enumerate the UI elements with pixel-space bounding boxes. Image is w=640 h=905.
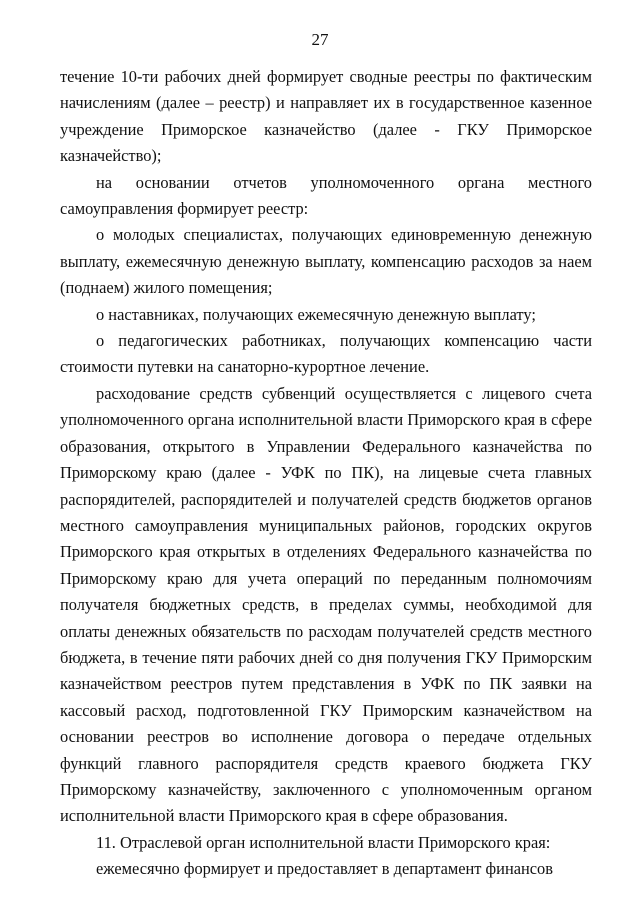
paragraph-young-specialists: о молодых специалистах, получающих единовременную денежную выплату, ежемесячную денежную выплату, компенсацию расходов за наем (поднаем) жилого помещения; [60,225,592,298]
paragraph-teachers: о педагогических работниках, получающих компенсацию части стоимости путевки на санаторно-курортное лечение. [60,331,592,377]
paragraph-registry-basis: на основании отчетов уполномоченного органа местного самоуправления формирует реестр: [60,172,592,219]
paragraph-section-11: 11. Отраслевой орган исполнительной власти Приморского края: [96,832,551,852]
paragraph-subvention-spending: расходование средств субвенций осуществляется с лицевого счета уполномоченного органа исполнительной власти Приморского края в сфере образования, открытого в Управлении Федерального казначейства по Приморскому краю (далее - УФК по ПК), на лицевые счета главных распорядителей, распорядителей и получателей средств бюджетов органов местного самоуправления муниципальных районов, городских округов Приморского края открытых в отделениях Федерального казначейства по Приморскому краю для учета операций по переданным полномочиям получателя бюджетных средств, в пределах суммы, необходимой для оплаты денежных обязательств по расходам получателей средств местного бюджета, в течение пяти рабочих дней со дня получения ГКУ Приморским казначейством реестров путем представления в УФК по ПК заявки на кассовый расход, подготовленной ГКУ Приморским казначейством на основании реестров во исполнение договора о передаче отдельных функций главного распорядителя средств краевого бюджета ГКУ Приморскому казначейству, заключенного с уполномоченным органом исполнительной власти Приморского края в сфере образования. [60,383,592,826]
document-body [60,64,592,883]
page-number: 27 [311,30,329,49]
paragraph-mentors: о наставниках, получающих ежемесячную денежную выплату; [96,304,536,324]
paragraph-monthly-report: ежемесячно формирует и предоставляет в департамент финансов [96,859,553,879]
paragraph-continuation: течение 10-ти рабочих дней формирует сводные реестры по фактическим начислениям (далее – реестр) и направляет их в государственное казенное учреждение Приморское казначейство (далее - ГКУ Приморское казначейство); [60,67,592,166]
